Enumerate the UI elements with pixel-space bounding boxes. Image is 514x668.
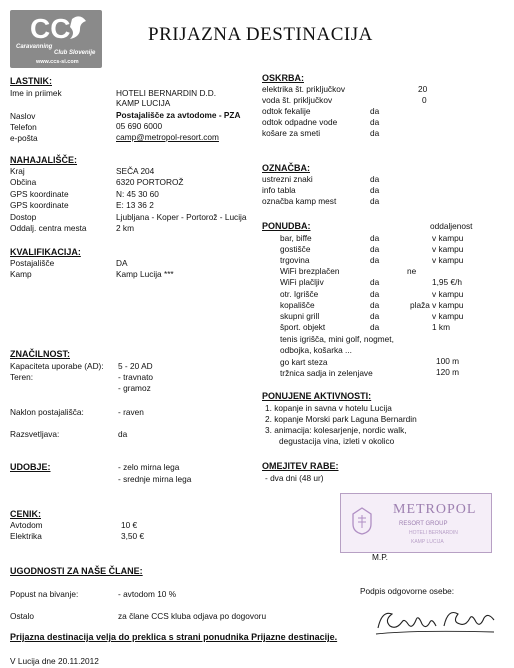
oskrba-heading: OSKRBA: xyxy=(262,73,304,83)
kvalifikacija-label: Kamp xyxy=(10,269,32,279)
oskrba-label: voda št. priključkov xyxy=(262,95,333,105)
ponudba-dist: v kampu xyxy=(432,255,464,265)
place-date: V Lucija dne 20.11.2012 xyxy=(10,656,99,666)
razsvetljava-value: da xyxy=(118,429,128,439)
oznacba-label: ustrezni znaki xyxy=(262,174,313,184)
mp-label: M.P. xyxy=(372,552,388,562)
kvalifikacija-heading: KVALIFIKACIJA: xyxy=(10,247,81,257)
popust-value: - avtodom 10 % xyxy=(118,589,177,599)
ponudba-label: bar, biffe xyxy=(280,233,312,243)
ponudba-da: da xyxy=(370,311,380,321)
nahajalisce-heading: NAHAJALIŠČE: xyxy=(10,155,78,165)
naklon-value: - raven xyxy=(118,407,144,417)
ponudba-da: da xyxy=(370,289,380,299)
ponudba-da: da xyxy=(370,300,380,310)
oskrba-label: odtok fekalije xyxy=(262,106,311,116)
omejitev-heading: OMEJITEV RABE: xyxy=(262,461,339,471)
nahajalisce-label: Oddalj. centra mesta xyxy=(10,223,87,233)
nahajalisce-value: 6320 PORTOROŽ xyxy=(116,177,184,187)
stamp-line2: RESORT GROUP xyxy=(399,521,448,527)
ime-value-1: HOTELI BERNARDIN D.D. xyxy=(116,88,217,98)
oskrba-value: 20 xyxy=(418,84,428,94)
oskrba-value: da xyxy=(370,128,380,138)
logo-line2: Club Slovenije xyxy=(54,50,96,56)
teren-value-2: - gramoz xyxy=(118,383,151,393)
udobje-value-2: - srednje mirna lega xyxy=(118,474,192,484)
oznacba-heading: OZNAČBA: xyxy=(262,163,310,173)
cenik-label: Elektrika xyxy=(10,531,42,541)
kvalifikacija-value: Kamp Lucija *** xyxy=(116,269,174,279)
oskrba-value: da xyxy=(370,106,380,116)
ponudba-label: trgovina xyxy=(280,255,310,265)
logo-url: www.ccs-si.com xyxy=(36,59,79,65)
ponudba-label: kopališče xyxy=(280,300,315,310)
metropol-stamp xyxy=(340,493,492,553)
ponudba-label: šport. objekt xyxy=(280,322,326,332)
ponudba-label: otr. Igrišče xyxy=(280,289,319,299)
ponudba-dist: v kampu xyxy=(432,244,464,254)
ostalo-value: za člane CCS kluba odjava po dogovoru xyxy=(118,611,267,621)
ponudba-label: gostišče xyxy=(280,244,311,254)
svg-text:CC: CC xyxy=(30,13,71,43)
podpis-label: Podpis odgovorne osebe: xyxy=(360,586,455,596)
kvalifikacija-label: Postajališče xyxy=(10,258,55,268)
crest-icon xyxy=(349,506,375,536)
lastnik-heading: LASTNIK: xyxy=(10,76,52,86)
oskrba-label: odtok odpadne vode xyxy=(262,117,338,127)
ponudba-dist: v kampu xyxy=(432,289,464,299)
telefon-label: Telefon xyxy=(10,122,37,132)
ponudba-da: da xyxy=(370,322,380,332)
gokart-label: go kart steza xyxy=(280,357,328,367)
oznacba-value: da xyxy=(370,174,380,184)
nahajalisce-label: Občina xyxy=(10,177,37,187)
oskrba-label: elektrika št. priključkov xyxy=(262,84,345,94)
ponudba-da: da xyxy=(370,244,380,254)
nahajalisce-label: Kraj xyxy=(10,166,25,176)
trznica-label: tržnica sadja in zelenjave xyxy=(280,368,373,378)
cenik-value: 3,50 € xyxy=(121,531,145,541)
oznacba-label: info tabla xyxy=(262,185,296,195)
trznica-value: 120 m xyxy=(436,367,460,377)
oskrba-label: košare za smeti xyxy=(262,128,321,138)
ponudba-heading: PONUDBA: xyxy=(262,221,311,231)
ponudba-label: WiFi plačljiv xyxy=(280,277,324,287)
ponudba-da: da xyxy=(370,233,380,243)
razsvetljava-label: Razsvetljava: xyxy=(10,429,60,439)
nahajalisce-value: N: 45 30 60 xyxy=(116,189,159,199)
cenik-label: Avtodom xyxy=(10,520,43,530)
cenik-heading: CENIK: xyxy=(10,509,41,519)
ponudba-dist: plaža v kampu xyxy=(410,300,464,310)
omejitev-value: - dva dni (48 ur) xyxy=(265,473,324,483)
stamp-name: METROPOL xyxy=(393,502,477,517)
ponudba-dist: 1,95 €/h xyxy=(432,277,462,287)
ponudba-dist: v kampu xyxy=(432,233,464,243)
znacilnost-heading: ZNAČILNOST: xyxy=(10,349,70,359)
ponudba-da: da xyxy=(370,277,380,287)
footer-note: Prijazna destinacija velja do preklica s strani ponudnika Prijazne destinacije. xyxy=(10,632,338,642)
aktivnost-item: 2. kopanje Morski park Laguna Bernardin xyxy=(265,414,417,424)
teren-value-1: - travnato xyxy=(118,372,154,382)
nahajalisce-value: E: 13 36 2 xyxy=(116,200,154,210)
aktivnost-item: degustacija vina, izleti v okolico xyxy=(279,436,395,446)
nahajalisce-label: Dostop xyxy=(10,212,37,222)
ccs-logo-icon xyxy=(28,13,88,43)
ostalo-label: Ostalo xyxy=(10,611,34,621)
ponudba-dist: v kampu xyxy=(432,311,464,321)
nahajalisce-label: GPS koordinate xyxy=(10,189,69,199)
page-title: PRIJAZNA DESTINACIJA xyxy=(148,24,373,45)
telefon-value: 05 690 6000 xyxy=(116,121,163,131)
kvalifikacija-value: DA xyxy=(116,258,128,268)
ime-label: Ime in priimek xyxy=(10,88,62,98)
oznacba-value: da xyxy=(370,196,380,206)
nahajalisce-value: SEČA 204 xyxy=(116,166,155,176)
naklon-label: Naklon postajališča: xyxy=(10,407,84,417)
ponudba-extra-1: tenis igrišča, mini golf, nogmet, xyxy=(280,334,394,344)
nahajalisce-label: GPS koordinate xyxy=(10,200,69,210)
nahajalisce-value: Ljubljana - Koper - Portorož - Lucija xyxy=(116,212,247,222)
kapaciteta-label: Kapaciteta uporabe (AD): xyxy=(10,361,104,371)
oznacba-label: označba kamp mest xyxy=(262,196,337,206)
ponudba-dist: 1 km xyxy=(432,322,450,332)
ponudba-label: skupni grill xyxy=(280,311,320,321)
ugodnosti-heading: UGODNOSTI ZA NAŠE ČLANE: xyxy=(10,566,143,576)
naslov-label: Naslov xyxy=(10,111,36,121)
aktivnosti-heading: PONUJENE AKTIVNOSTI: xyxy=(262,391,372,401)
oskrba-value: 0 xyxy=(422,95,427,105)
oskrba-value: da xyxy=(370,117,380,127)
teren-label: Teren: xyxy=(10,372,34,382)
logo-line1: Caravanning xyxy=(16,44,53,50)
oznacba-value: da xyxy=(370,185,380,195)
cenik-value: 10 € xyxy=(121,520,138,530)
stamp-line3: HOTELI BERNARDIN xyxy=(409,530,458,536)
ponudba-label: WiFi brezplačen xyxy=(280,266,340,276)
gokart-value: 100 m xyxy=(436,356,460,366)
kapaciteta-value: 5 - 20 AD xyxy=(118,361,153,371)
ccs-logo xyxy=(10,10,102,68)
ponudba-col-header: oddaljenost xyxy=(430,221,473,231)
eposta-label: e-pošta xyxy=(10,133,38,143)
signature-icon xyxy=(374,600,498,640)
naslov-value: Postajališče za avtodome - PZA xyxy=(116,110,241,120)
udobje-value-1: - zelo mirna lega xyxy=(118,462,180,472)
ime-value-2: KAMP LUCIJA xyxy=(116,98,171,108)
aktivnost-item: 1. kopanje in savna v hotelu Lucija xyxy=(265,403,392,413)
udobje-heading: UDOBJE: xyxy=(10,462,51,472)
eposta-link[interactable]: camp@metropol-resort.com xyxy=(116,132,219,142)
ponudba-da: da xyxy=(370,255,380,265)
stamp-line4: KAMP LUCIJA xyxy=(411,539,444,545)
ponudba-extra-2: odbojka, košarka ... xyxy=(280,345,352,355)
popust-label: Popust na bivanje: xyxy=(10,589,79,599)
nahajalisce-value: 2 km xyxy=(116,223,134,233)
ponudba-da: ne xyxy=(407,266,417,276)
aktivnost-item: 3. animacija: kolesarjenje, nordic walk, xyxy=(265,425,407,435)
